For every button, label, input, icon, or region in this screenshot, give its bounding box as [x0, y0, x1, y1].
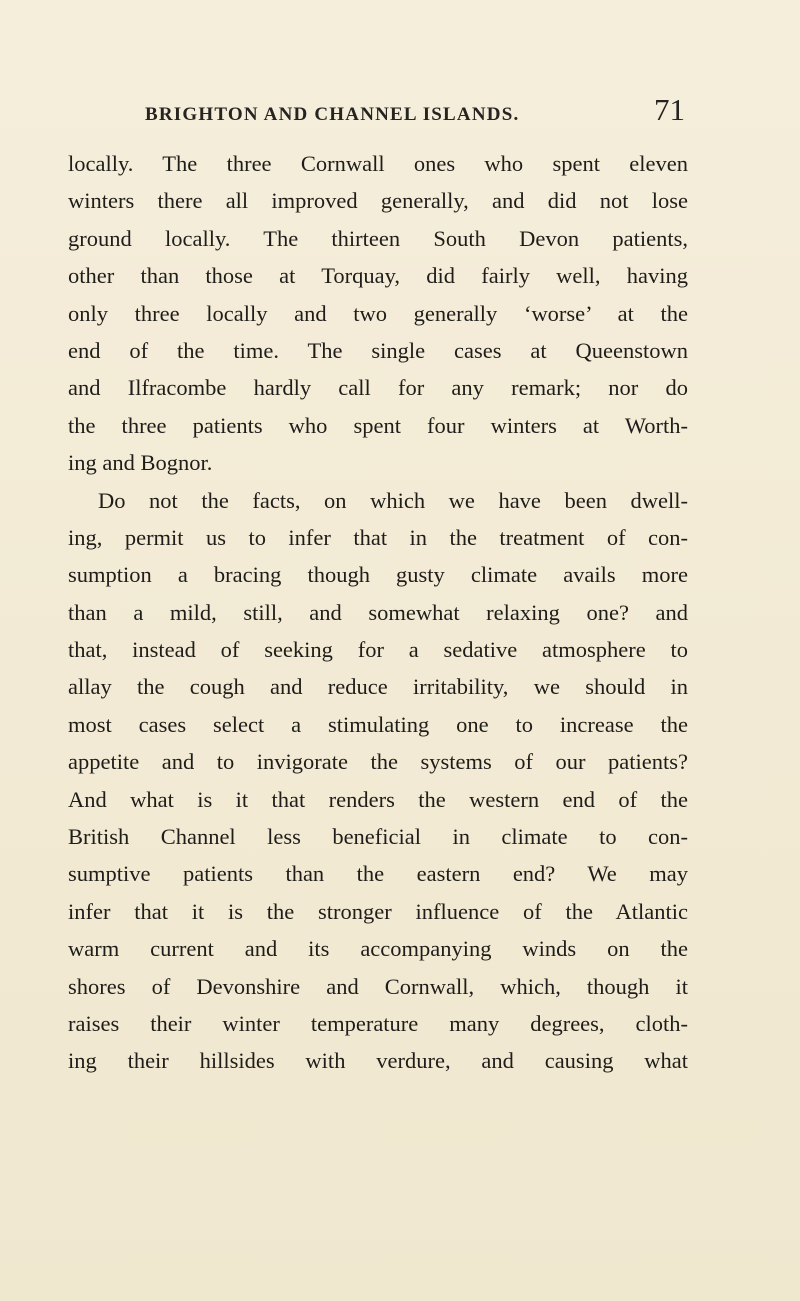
- body-text: [68, 145, 688, 1080]
- text-line: than a mild, still, and somewhat relaxing one? and: [68, 599, 688, 625]
- running-head: BRIGHTON AND CHANNEL ISLANDS.: [145, 104, 520, 125]
- text-line: sumption a bracing though gusty climate avails more: [68, 562, 688, 588]
- page-header: [145, 92, 685, 132]
- text-line: warm current and its accompanying winds on the: [68, 936, 688, 962]
- text-line: ing and Bognor.: [68, 450, 213, 476]
- text-line: raises their winter temperature many degrees, cloth-: [68, 1010, 688, 1036]
- text-line: other than those at Torquay, did fairly well, having: [68, 263, 688, 289]
- text-line: And what is it that renders the western end of the: [68, 786, 688, 812]
- text-line: ing, permit us to infer that in the treatment of con-: [68, 524, 688, 550]
- text-line: appetite and to invigorate the systems of our patients?: [68, 749, 688, 775]
- text-line: sumptive patients than the eastern end? We may: [68, 861, 688, 887]
- text-line: ground locally. The thirteen South Devon patients,: [68, 225, 688, 251]
- text-line: Do not the facts, on which we have been dwell-: [98, 487, 688, 513]
- text-line: the three patients who spent four winters at Worth-: [68, 412, 688, 438]
- text-line: ing their hillsides with verdure, and causing what: [68, 1048, 688, 1074]
- text-line: infer that it is the stronger influence of the Atlantic: [68, 898, 688, 924]
- text-line: most cases select a stimulating one to increase the: [68, 711, 688, 737]
- text-line: allay the cough and reduce irritability, we should in: [68, 674, 688, 700]
- text-line: and Ilfracombe hardly call for any remark; nor do: [68, 375, 688, 401]
- text-line: only three locally and two generally ‘worse’ at the: [68, 300, 688, 326]
- text-line: shores of Devonshire and Cornwall, which, though it: [68, 973, 688, 999]
- text-line: that, instead of seeking for a sedative atmosphere to: [68, 637, 688, 663]
- text-line: winters there all improved generally, and did not lose: [68, 188, 688, 214]
- text-line: end of the time. The single cases at Queenstown: [68, 337, 688, 363]
- text-line: British Channel less beneficial in climate to con-: [68, 824, 688, 850]
- text-line: locally. The three Cornwall ones who spent eleven: [68, 151, 688, 176]
- page-number: 71: [654, 92, 685, 127]
